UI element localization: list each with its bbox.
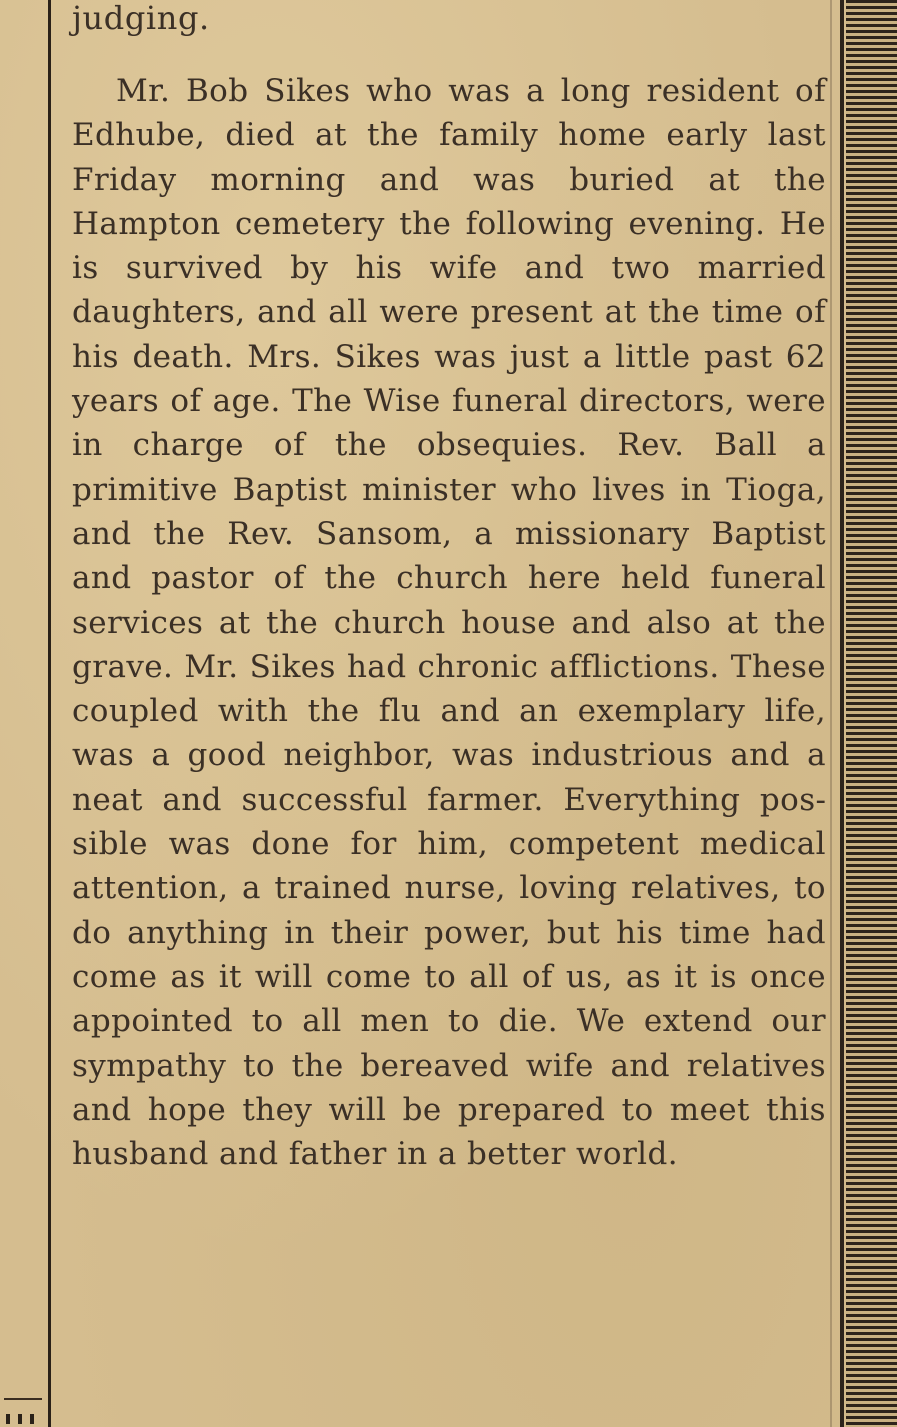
article-body: Mr. Bob Sikes who was a long resident of Edhube, died at the family home early last Friday morning and was buried at the Hampton cemetery the following evening. He is survived by his wife and two married daughters, and all were present at the time of his death. Mrs. Sikes was just a little past 62 years of age. The Wise funeral directors, were in charge of the obsequies. Rev. Ball a primitive Baptist minister who lives in Tioga, and the Rev. Sansom, a missionary Baptist and pastor of the church here held funeral services at the church house and also at the grave. Mr. Sikes had chronic afflictions. These coupled with the flu and an exemplary life, was a good neighbor, was industrious and a neat and successful farmer. Everything possible was done for him, competent medical attention, a trained nurse, loving relatives, to do anything in their power, but his time had come as it will come to all of us, as it is once appointed to all men to die. We extend our sympathy to the bereaved wife and relatives and hope they will be prepared to meet this husband and father in a better world. (72, 73, 826, 1173)
adjacent-column-edge (846, 0, 897, 1427)
corner-marks (0, 1396, 48, 1427)
column-rule-right (830, 0, 832, 1427)
previous-item-ending: judging. (72, 0, 210, 37)
column-rule-left (48, 0, 51, 1427)
